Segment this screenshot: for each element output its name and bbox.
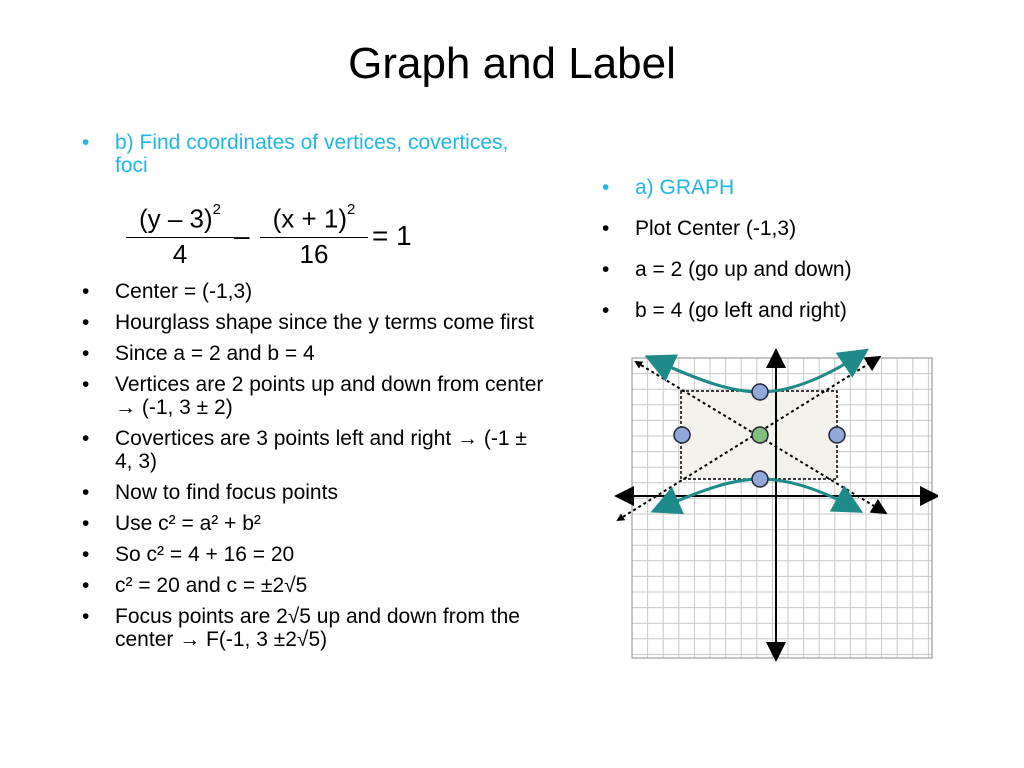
bullet-icon: • <box>602 299 610 322</box>
bullet-text: a) GRAPH <box>635 176 735 199</box>
bullet-icon: • <box>82 373 90 396</box>
bullet-icon: • <box>82 543 90 566</box>
term1-numerator: (y – 3) <box>138 203 213 234</box>
bullet-text: Since a = 2 and b = 4 <box>115 342 315 365</box>
upper-branch-left-arrow <box>650 358 760 392</box>
list-item <box>600 299 930 322</box>
bullet-icon: • <box>82 311 90 334</box>
bullet-text: Plot Center (-1,3) <box>635 217 797 240</box>
hyperbola-graph <box>612 340 938 662</box>
list-item <box>80 280 550 303</box>
list-item <box>80 543 550 566</box>
bullet-text: Covertices are 3 points left and right → (-1 ± 4, 3) <box>115 427 527 473</box>
bullet-icon: • <box>82 512 90 535</box>
bullet-text: Focus points are 2√5 up and down from the center → F(-1, 3 ±2√5) <box>115 605 520 651</box>
bullet-text: b = 4 (go left and right) <box>635 299 847 322</box>
term2-numerator: (x + 1) <box>272 203 348 234</box>
bullet-text: Center = (-1,3) <box>115 280 253 303</box>
bullet-icon: • <box>82 427 90 450</box>
list-item <box>80 311 550 334</box>
equals-one: = 1 <box>372 220 412 251</box>
header-bullet-text: b) Find coordinates of vertices, covertices, foci <box>115 131 509 177</box>
list-item <box>80 342 550 365</box>
left-bullet-list <box>80 280 550 659</box>
list-item <box>80 131 510 177</box>
bullet-text: Use c² = a² + b² <box>115 512 261 535</box>
right-covertex-point <box>829 427 845 443</box>
center-point <box>752 427 768 443</box>
left-header-list <box>80 131 510 185</box>
bullet-icon: • <box>602 258 610 281</box>
bullet-icon: • <box>82 280 90 303</box>
bullet-icon: • <box>82 342 90 365</box>
lower-vertex-point <box>752 471 768 487</box>
bullet-icon: • <box>602 217 610 240</box>
list-item <box>80 427 550 473</box>
right-bullet-list <box>600 176 930 340</box>
left-covertex-point <box>674 427 690 443</box>
bullet-icon: • <box>82 481 90 504</box>
minus-sign: – <box>234 220 250 251</box>
bullet-icon: • <box>602 176 610 199</box>
list-item <box>80 373 550 419</box>
bullet-text: Hourglass shape since the y terms come first <box>115 311 534 334</box>
bullet-icon: • <box>82 605 90 628</box>
bullet-text: a = 2 (go up and down) <box>635 258 852 281</box>
slide-title: Graph and Label <box>348 39 676 88</box>
lower-branch-left-arrow <box>656 479 760 510</box>
bullet-text: So c² = 4 + 16 = 20 <box>115 543 295 566</box>
term1-exponent: 2 <box>212 201 222 218</box>
bullet-text: c² = 20 and c = ±2√5 <box>115 574 308 597</box>
equation-term-2 <box>260 200 368 268</box>
fraction-bar <box>126 237 234 238</box>
list-item <box>80 574 550 597</box>
bullet-text: Vertices are 2 points up and down from center → (-1, 3 ± 2) <box>115 373 544 419</box>
list-item <box>600 258 930 281</box>
upper-vertex-point <box>752 384 768 400</box>
hyperbola-equation <box>126 200 426 282</box>
bullet-icon: • <box>82 131 90 154</box>
bullet-icon: • <box>82 574 90 597</box>
term1-denominator: 4 <box>172 238 188 269</box>
term2-exponent: 2 <box>347 201 356 218</box>
term2-denominator: 16 <box>299 238 329 269</box>
list-item <box>600 217 930 240</box>
equation-term-1 <box>126 200 234 268</box>
list-item <box>80 481 550 504</box>
list-item <box>80 512 550 535</box>
bullet-text: Now to find focus points <box>115 481 338 504</box>
fraction-bar <box>260 237 368 238</box>
list-item <box>600 176 930 199</box>
list-item <box>80 605 550 651</box>
